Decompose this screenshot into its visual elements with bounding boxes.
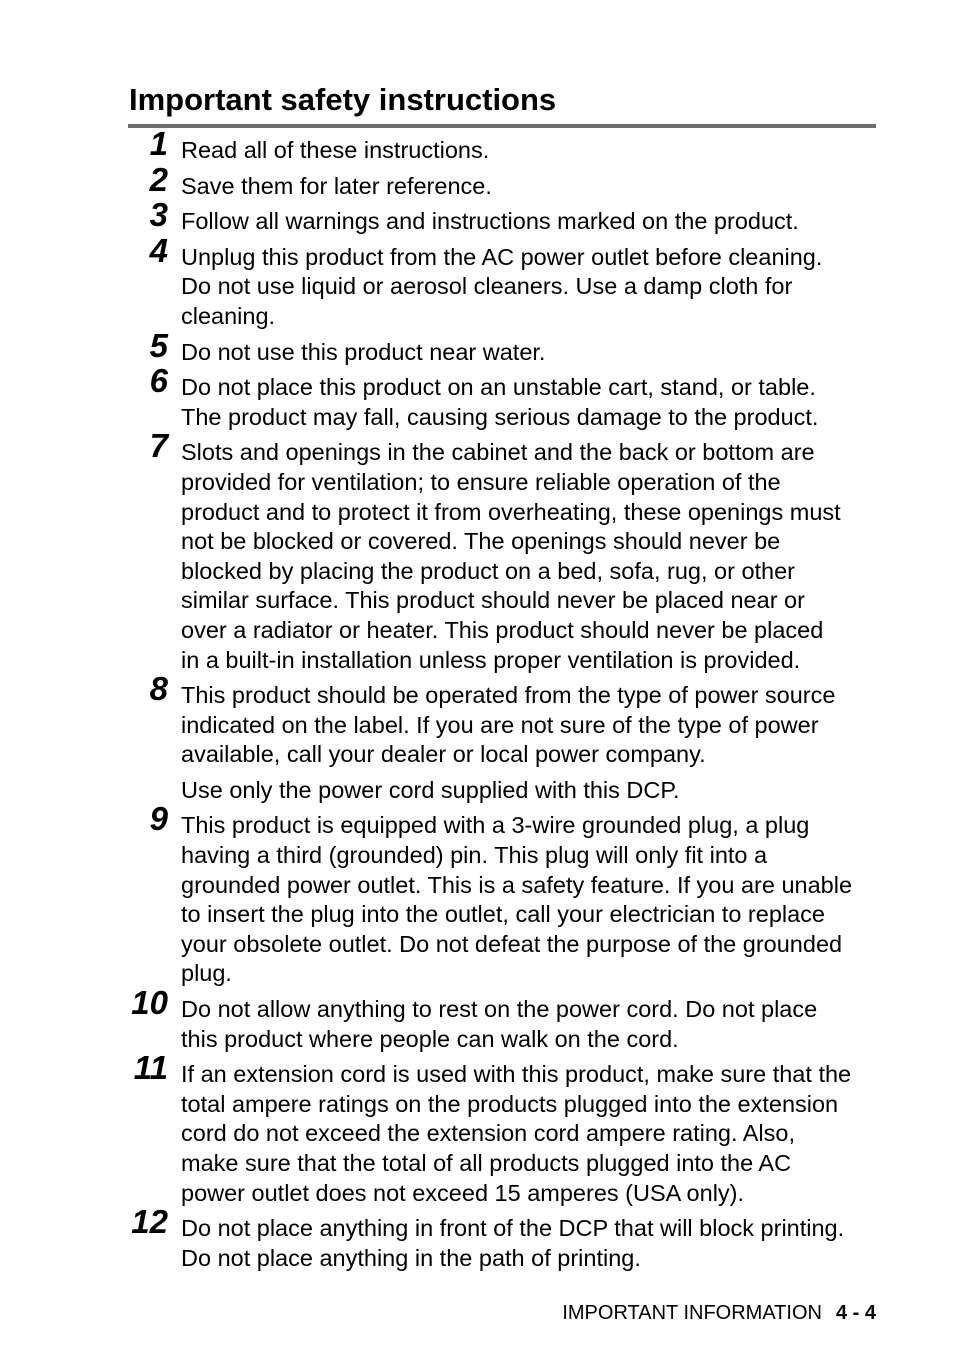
instruction-item: [128, 800, 878, 989]
instruction-text: [181, 136, 878, 166]
title-rule: [128, 124, 876, 128]
instruction-text: [181, 995, 878, 1054]
instruction-item: [128, 231, 878, 332]
footer-section-label: IMPORTANT INFORMATION: [562, 1302, 822, 1324]
instruction-item: [128, 160, 878, 202]
instruction-line: not be blocked or covered. The openings should never be: [181, 528, 781, 555]
instruction-line: The product may fall, causing serious damage to the product.: [181, 403, 819, 430]
instruction-text: [181, 172, 878, 202]
instruction-item: [128, 125, 878, 166]
instruction-item: [128, 427, 878, 675]
footer-page-number: 4 - 4: [835, 1302, 876, 1324]
instruction-line: blocked by placing the product on a bed, sofa, rug, or other: [181, 557, 796, 584]
instruction-line: over a radiator or heater. This product should never be placed: [181, 616, 824, 643]
instruction-number: 1: [149, 125, 168, 162]
instruction-item: [128, 196, 878, 237]
instruction-line: make sure that the total of all products plugged into the AC: [181, 1150, 792, 1176]
instruction-line: Do not place anything in the path of printing.: [181, 1244, 641, 1271]
instruction-line: Follow all warnings and instructions marked on the product.: [181, 208, 799, 235]
instruction-item: [128, 326, 878, 368]
instruction-text: [181, 681, 878, 770]
instruction-line: having a third (grounded) pin. This plug will only fit into a: [181, 842, 768, 869]
instruction-line: provided for ventilation; to ensure reliable operation of the: [181, 468, 781, 495]
instruction-item: [128, 1049, 878, 1208]
instruction-line: cleaning.: [181, 302, 276, 329]
instruction-line: This product should be operated from the type of power source: [181, 682, 836, 709]
instruction-line: in a built-in installation unless proper ventilation is provided.: [181, 646, 801, 673]
instruction-number: 8: [149, 670, 168, 708]
instruction-line: Save them for later reference.: [181, 172, 492, 199]
instruction-item: [128, 1203, 878, 1273]
instruction-text: [181, 811, 878, 989]
instruction-number: 2: [149, 160, 168, 198]
instruction-line: to insert the plug into the outlet, call your electrician to replace: [181, 901, 826, 928]
instruction-line: Unplug this product from the AC power outlet before cleaning.: [181, 243, 823, 270]
instruction-number: 6: [149, 362, 168, 400]
instruction-line: Do not use this product near water.: [181, 338, 546, 365]
instruction-line: Do not place anything in front of the DCP that will block printing.: [181, 1215, 845, 1242]
instruction-line: total ampere ratings on the products plugged into the extension: [181, 1090, 839, 1117]
instruction-line: grounded power outlet. This is a safety feature. If you are unable: [181, 871, 853, 898]
instruction-line: This product is equipped with a 3-wire grounded plug, a plug: [181, 812, 810, 839]
instruction-text: [181, 373, 878, 432]
instruction-number: 12: [131, 1203, 168, 1241]
page-title: Important safety instructions: [129, 82, 557, 117]
instruction-line: power outlet does not exceed 15 amperes (USA only).: [181, 1179, 745, 1206]
instruction-number: 5: [149, 326, 168, 364]
instruction-number: 4: [149, 231, 168, 269]
instruction-number: 10: [131, 984, 168, 1022]
instruction-line: Do not allow anything to rest on the power cord. Do not place: [181, 996, 818, 1023]
instruction-text: [181, 338, 878, 368]
instruction-line: Slots and openings in the cabinet and the back or bottom are: [181, 439, 815, 466]
instruction-text: [181, 243, 878, 332]
instruction-line: your obsolete outlet. Do not defeat the purpose of the grounded: [181, 930, 843, 957]
instruction-line: Do not use liquid or aerosol cleaners. Use a damp cloth for: [181, 273, 793, 300]
instruction-line: available, call your dealer or local power company.: [181, 741, 706, 768]
instruction-line: cord do not exceed the extension cord ampere rating. Also,: [181, 1120, 795, 1147]
instruction-number: 3: [149, 196, 168, 234]
instruction-line: Read all of these instructions.: [181, 137, 490, 163]
page-footer: [562, 1300, 876, 1326]
instruction-line: this product where people can walk on the cord.: [181, 1025, 679, 1052]
instruction-number: 7: [149, 427, 168, 465]
instruction-number: 9: [149, 800, 168, 838]
instruction-item: [128, 670, 878, 770]
instruction-text: [181, 207, 878, 237]
instruction-text: [181, 438, 878, 675]
instruction-note: Use only the power cord supplied with this DCP.: [181, 776, 680, 803]
instruction-text: [181, 1214, 878, 1273]
instruction-line: If an extension cord is used with this product, make sure that the: [181, 1061, 852, 1088]
instruction-item: [128, 362, 878, 432]
instruction-text: [181, 1060, 878, 1208]
instruction-line: indicated on the label. If you are not sure of the type of power: [181, 711, 819, 738]
instruction-item: [128, 984, 878, 1054]
instruction-line: plug.: [181, 960, 232, 987]
instruction-list: [128, 125, 878, 1279]
instruction-number: 11: [133, 1049, 168, 1087]
instruction-line: Do not place this product on an unstable cart, stand, or table.: [181, 374, 816, 401]
instruction-line: similar surface. This product should never be placed near or: [181, 587, 805, 614]
instruction-line: product and to protect it from overheating, these openings must: [181, 498, 841, 525]
